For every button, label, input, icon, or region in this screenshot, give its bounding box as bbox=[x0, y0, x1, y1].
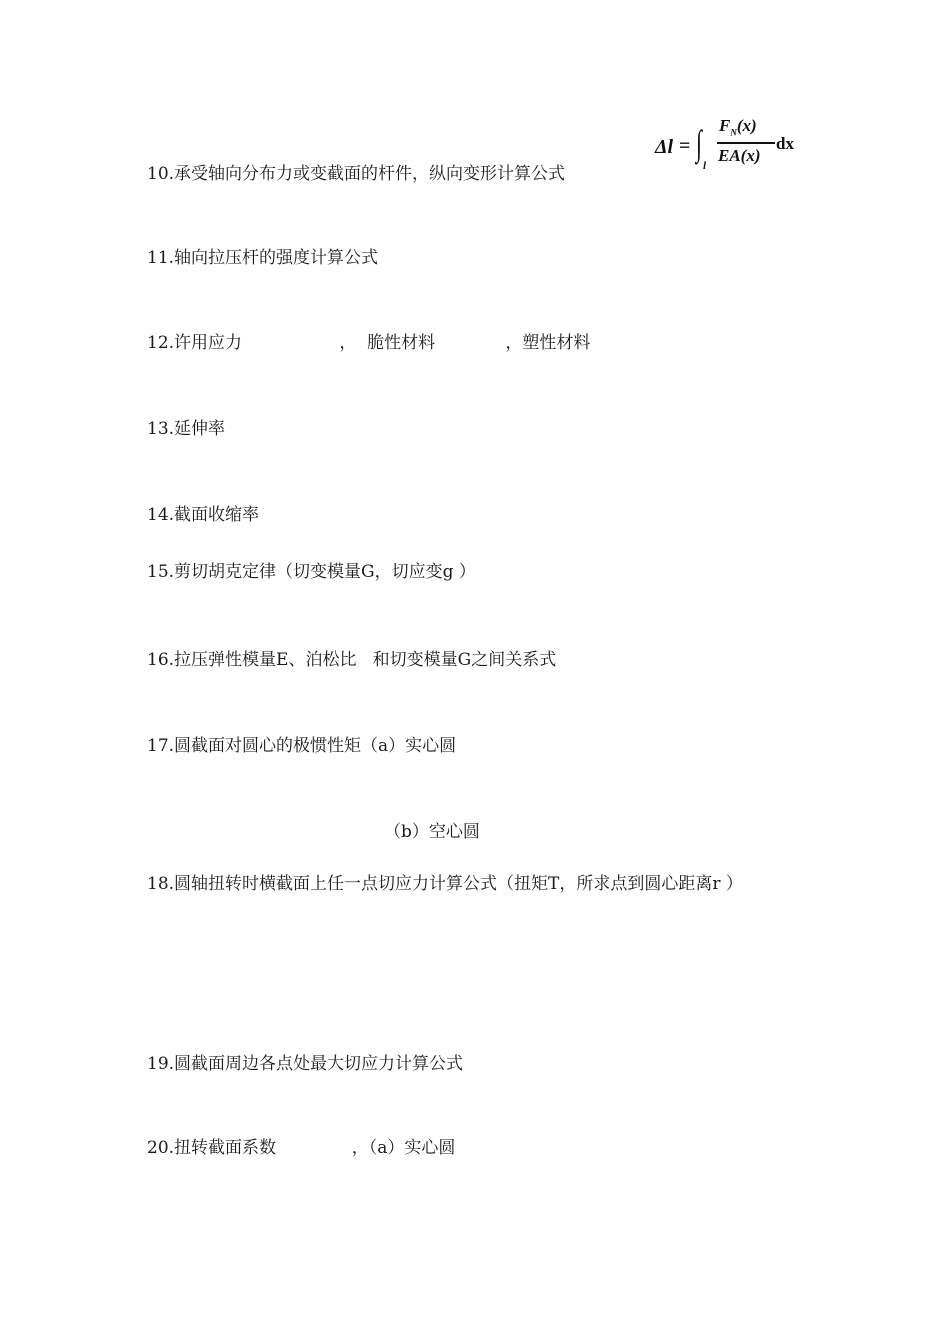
item-20 bbox=[147, 1137, 455, 1159]
item-text: 截面收缩率 bbox=[174, 505, 260, 525]
formula-numerator: $F_N(x)$ bbox=[719, 116, 757, 138]
item-number: 14. bbox=[147, 505, 175, 525]
formula-lhs: Δl bbox=[655, 136, 674, 158]
formula-equals: = bbox=[679, 135, 691, 157]
item-number: 18. bbox=[147, 874, 175, 894]
item-10 bbox=[147, 163, 565, 185]
integral-sign: ∫ bbox=[696, 123, 702, 163]
item-number: 19. bbox=[147, 1054, 175, 1074]
item-15 bbox=[147, 561, 476, 583]
item-text: 圆截面周边各点处最大切应力计算公式 bbox=[174, 1054, 464, 1074]
item-text: 圆截面对圆心的极惯性矩（a）实心圆 bbox=[174, 736, 457, 756]
item-number: 12. bbox=[147, 333, 175, 353]
deformation-formula bbox=[655, 116, 805, 178]
item-18 bbox=[147, 873, 743, 895]
item-text: （b）空心圆 bbox=[384, 822, 480, 842]
item-19 bbox=[147, 1053, 463, 1075]
item-text: 许用应力 ， 脆性材料 ，塑性材料 bbox=[174, 333, 591, 353]
item-12 bbox=[147, 332, 590, 354]
item-number: 16. bbox=[147, 650, 175, 670]
item-number: 15. bbox=[147, 562, 175, 582]
integral-limit: l bbox=[703, 160, 707, 172]
item-11 bbox=[147, 247, 378, 269]
item-text: 剪切胡克定律（切变模量G，切应变g ） bbox=[174, 562, 476, 582]
item-text: 承受轴向分布力或变截面的杆件，纵向变形计算公式 bbox=[174, 164, 566, 184]
item-13 bbox=[147, 418, 225, 440]
item-number: 10. bbox=[147, 164, 175, 184]
fraction-bar bbox=[717, 142, 775, 144]
item-17 bbox=[147, 735, 456, 757]
item-number: 13. bbox=[147, 419, 175, 439]
item-16 bbox=[147, 649, 556, 671]
formula-denominator: EA(x) bbox=[718, 146, 761, 165]
item-text: 轴向拉压杆的强度计算公式 bbox=[174, 248, 379, 268]
item-text: 扭转截面系数 ，（a）实心圆 bbox=[174, 1138, 456, 1158]
item-number: 20. bbox=[147, 1138, 175, 1158]
formula-differential: dx bbox=[776, 134, 794, 153]
item-text: 延伸率 bbox=[174, 419, 226, 439]
item-number: 17. bbox=[147, 736, 175, 756]
item-text: 圆轴扭转时横截面上任一点切应力计算公式（扭矩T，所求点到圆心距离r ） bbox=[174, 874, 743, 894]
item-17b bbox=[384, 821, 480, 843]
item-14 bbox=[147, 504, 259, 526]
item-number: 11. bbox=[147, 248, 175, 268]
item-text: 拉压弹性模量E、泊松比 和切变模量G之间关系式 bbox=[174, 650, 557, 670]
